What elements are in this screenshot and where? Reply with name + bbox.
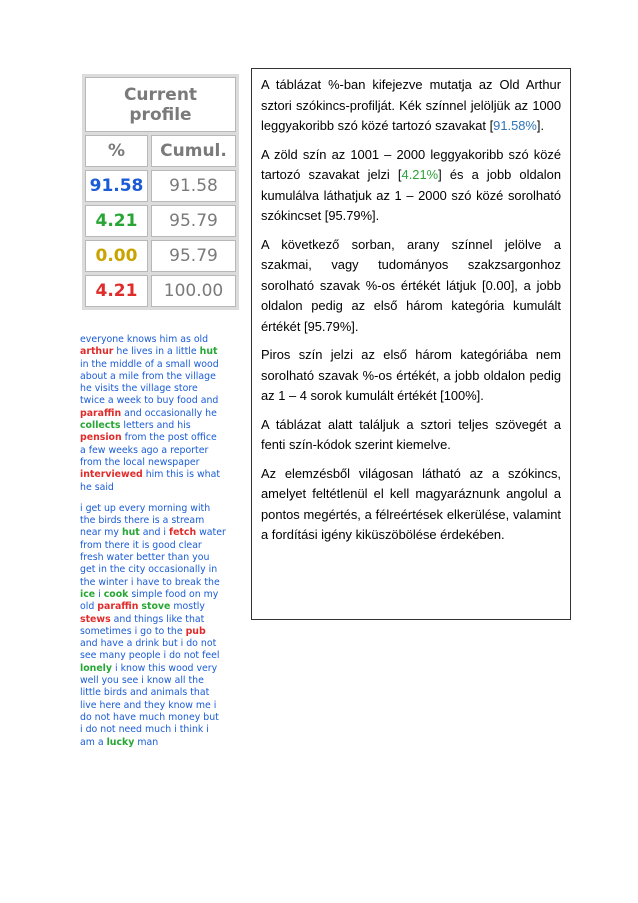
- story-line: [80, 408, 250, 420]
- story-text-segment: see many people i do not feel: [80, 650, 220, 662]
- highlighted-word: arthur: [80, 346, 114, 358]
- story-line: [80, 383, 250, 395]
- story-text-segment: he said: [80, 481, 114, 493]
- row-cumulative: 91.58: [151, 170, 236, 202]
- story-text-segment: about a mile from the village: [80, 370, 216, 382]
- story-text-segment: little birds and animals that: [80, 687, 210, 699]
- story-line: [80, 503, 250, 515]
- story-text-segment: and things like that: [110, 613, 205, 625]
- highlighted-word: fetch: [168, 527, 197, 539]
- story-line: [80, 420, 250, 432]
- highlighted-word: ice: [80, 588, 96, 600]
- highlighted-word: pension: [80, 432, 122, 444]
- description-paragraph-2: [261, 145, 561, 227]
- profile-title: [85, 77, 236, 132]
- story-text-segment: from the local newspaper: [80, 456, 200, 468]
- story-line: [80, 687, 250, 699]
- story-text-segment: i: [95, 588, 104, 600]
- story-text-segment: sometimes i go to the: [80, 625, 186, 637]
- description-paragraph-3: A következő sorban, arany színnel jelölve a szakmai, vagy tudományos szakzsargonhoz sorolható szavak %-os értékét látjuk [0.00], a jobb oldalon pedig az első három kategória kumulált értékét [95.79%].: [261, 236, 561, 334]
- story-line: [80, 564, 250, 576]
- story-text-segment: near my: [80, 527, 122, 539]
- story-text-segment: and have a drink but i do not: [80, 638, 217, 650]
- story-text-segment: live here and they know me i: [80, 699, 217, 711]
- story-line: [80, 737, 250, 749]
- story-text: [80, 334, 250, 758]
- row-percent: 91.58: [85, 170, 148, 202]
- profile-row: [85, 240, 236, 272]
- story-line: [80, 359, 250, 371]
- story-text-segment: and occasionally he: [121, 407, 217, 419]
- row-percent: 4.21: [85, 275, 148, 307]
- story-text-segment: man: [134, 736, 159, 748]
- highlighted-word: stove: [141, 601, 171, 613]
- highlighted-word: hut: [121, 527, 140, 539]
- row-percent: 4.21: [85, 205, 148, 237]
- highlighted-word: collects: [80, 420, 121, 432]
- story-line: [80, 445, 250, 457]
- story-line: [80, 371, 250, 383]
- story-line: [80, 614, 250, 626]
- row-cumulative: 100.00: [151, 275, 236, 307]
- story-line: [80, 589, 250, 601]
- story-line: [80, 482, 250, 494]
- story-line: [80, 724, 250, 736]
- story-text-segment: get in the city occasionally in: [80, 564, 218, 576]
- story-line: [80, 395, 250, 407]
- description-paragraph-6: Az elemzésből világosan látható az a szókincs, amelyet feltétlenül el kell magyaráznunk angolul a pontos megértés, a félreértések elkerülése, valamint a fordítási igény kiküszöbölése érdekében.: [261, 465, 561, 542]
- description-box: [251, 68, 571, 620]
- story-line: [80, 663, 250, 675]
- story-text-segment: fresh water better than you: [80, 552, 210, 564]
- profile-title-line2: profile: [129, 104, 192, 125]
- story-text-segment: he visits the village store: [80, 383, 198, 395]
- story-line: [80, 469, 250, 481]
- story-line: [80, 515, 250, 527]
- highlighted-word: interviewed: [80, 469, 143, 481]
- row-percent: 0.00: [85, 240, 148, 272]
- highlighted-word: pub: [185, 625, 206, 637]
- story-line: [80, 675, 250, 687]
- highlighted-word: lonely: [80, 662, 113, 674]
- story-text-segment: he lives in a little: [113, 346, 200, 358]
- highlighted-word: paraffin: [97, 601, 139, 613]
- story-line: [80, 552, 250, 564]
- story-text-segment: am a: [80, 736, 107, 748]
- story-line: [80, 712, 250, 724]
- story-text-segment: from the post office: [121, 432, 217, 444]
- story-text-segment: in the middle of a small wood: [80, 358, 219, 370]
- story-text-segment: i do not need much i think i: [80, 724, 209, 736]
- highlighted-word: lucky: [106, 736, 135, 748]
- highlighted-word: cook: [103, 588, 129, 600]
- story-text-segment: letters and his: [120, 420, 191, 432]
- story-text-segment: i know this wood very: [112, 662, 218, 674]
- profile-row: [85, 170, 236, 202]
- story-line: [80, 346, 250, 358]
- header-cumulative: Cumul.: [151, 135, 236, 167]
- story-text-segment: water: [196, 527, 226, 539]
- story-line: [80, 457, 250, 469]
- story-line: [80, 432, 250, 444]
- header-percent: %: [85, 135, 148, 167]
- story-text-segment: mostly: [170, 601, 205, 613]
- story-text-segment: the birds there is a stream: [80, 515, 205, 527]
- story-text-segment: old: [80, 601, 98, 613]
- story-text-segment: twice a week to buy food and: [80, 395, 219, 407]
- story-text-segment: simple food on my: [128, 588, 219, 600]
- profile-row: [85, 275, 236, 307]
- story-text-segment: i get up every morning with: [80, 502, 211, 514]
- desc-p2-text: A zöld szín az 1001 – 2000 leggyakoribb szó közé tartozó szavakat jelzi [: [261, 146, 561, 182]
- description-paragraph-1: [261, 75, 561, 137]
- story-line: [80, 334, 250, 346]
- highlighted-word: paraffin: [80, 407, 122, 419]
- story-line: [80, 626, 250, 638]
- desc-p2-end: ] és a jobb oldalon kumulálva láthatjuk az 1 – 2000 szó közé sorolható szókincset [95.79%].: [261, 167, 562, 223]
- story-text-segment: everyone knows him as old: [80, 334, 209, 345]
- story-line: [80, 577, 250, 589]
- desc-p1-end: ].: [536, 118, 545, 133]
- story-line: [80, 527, 250, 539]
- row-cumulative: 95.79: [151, 205, 236, 237]
- desc-p1-highlight: 91.58%: [493, 118, 537, 133]
- profile-title-line1: Current: [123, 84, 198, 105]
- story-paragraph-1: [80, 334, 250, 494]
- desc-p2-highlight: 4.21%: [401, 167, 439, 182]
- current-profile-table: [82, 74, 239, 310]
- story-text-segment: and i: [139, 527, 169, 539]
- story-text-segment: a few weeks ago a reporter: [80, 444, 209, 456]
- story-line: [80, 650, 250, 662]
- story-line: [80, 700, 250, 712]
- row-cumulative: 95.79: [151, 240, 236, 272]
- story-text-segment: the winter i have to break the: [80, 576, 220, 588]
- story-text-segment: do not have much money but: [80, 711, 219, 723]
- story-text-segment: him this is what: [142, 469, 220, 481]
- description-paragraph-5: A táblázat alatt találjuk a sztori teljes szövegét a fenti szín-kódok szerint kiemelve.: [261, 416, 561, 452]
- story-line: [80, 638, 250, 650]
- desc-p1-text: A táblázat %-ban kifejezve mutatja az Old Arthur sztori szókincs-profilját. Kék színnel jelöljük az 1000 leggyakoribb szó közé tartozó szavakat [: [261, 77, 561, 133]
- profile-header-row: [85, 135, 236, 167]
- description-paragraph-4: Piros szín jelzi az első három kategóriába nem sorolható szavak %-os értékét, a jobb oldalon pedig az 1 – 4 sorok kumulált értékét [100%].: [261, 347, 561, 403]
- story-paragraph-2: [80, 503, 250, 749]
- story-text-segment: well you see i know all the: [80, 675, 204, 687]
- highlighted-word: hut: [199, 346, 218, 358]
- story-text-segment: from there it is good clear: [80, 539, 202, 551]
- story-line: [80, 540, 250, 552]
- highlighted-word: stews: [80, 613, 111, 625]
- profile-row: [85, 205, 236, 237]
- story-line: [80, 601, 250, 613]
